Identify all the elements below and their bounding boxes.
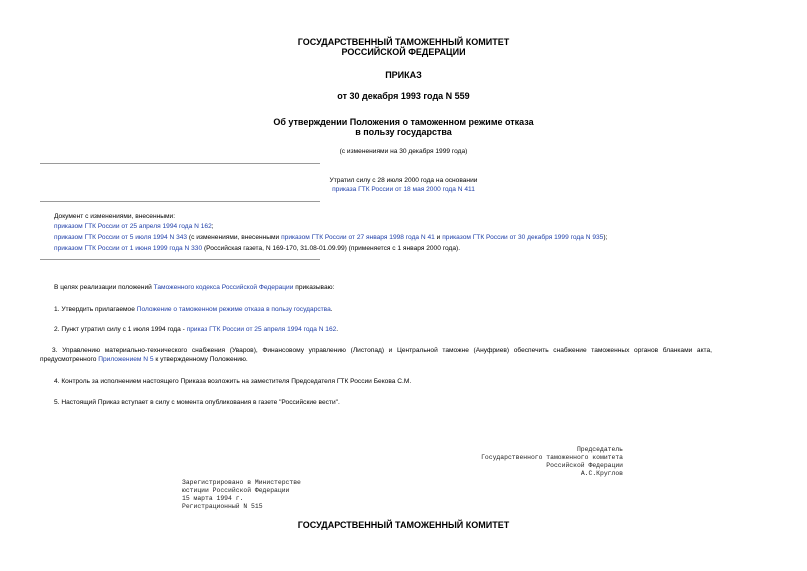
signature-block <box>481 446 623 478</box>
change-item-2-link2[interactable]: приказом ГТК России от 27 января 1998 года N 41 <box>281 234 435 241</box>
paragraph-3-text: 3. Управлению материально-технического снабжения (Уваров), Финансовому управлению (Листопад) и Центральной таможне (Ануфриев) обеспечить снабжение таможенных органов бланками акта, предусмотренного <box>40 347 712 363</box>
change-item-2-text2: и <box>434 234 443 241</box>
registration-block <box>182 479 301 511</box>
change-item-1-link[interactable]: приказом ГТК России от 25 апреля 1994 года N 162 <box>54 223 212 230</box>
paragraph-1-text: 1. Утвердить прилагаемое <box>54 306 137 313</box>
order-162-link[interactable]: приказ ГТК России от 25 апреля 1994 года N 162 <box>186 326 337 333</box>
body-intro <box>54 283 334 292</box>
signature-name: А.С.Круглов <box>580 470 623 477</box>
change-item-1-tail: ; <box>211 223 214 230</box>
divider <box>40 163 320 164</box>
divider <box>40 201 320 202</box>
paragraph-2 <box>54 325 338 334</box>
regulation-link[interactable]: Положение о таможенном режиме отказа в пользу государства <box>136 306 331 313</box>
paragraph-1 <box>54 305 333 314</box>
doc-title-line1: Об утверждении Положения о таможенном режиме отказа <box>273 117 534 127</box>
repeal-text: Утратил силу с 28 июля 2000 года на основании <box>329 177 478 184</box>
change-item-2-link[interactable]: приказом ГТК России от 5 июля 1994 N 343 <box>54 234 188 241</box>
change-item-1 <box>54 222 214 231</box>
change-item-3-link[interactable]: приказом ГТК России от 1 июня 1999 года N 330 <box>54 245 203 252</box>
doc-title-line2: в пользу государства <box>355 127 452 137</box>
registration-line3: 15 марта 1994 г. <box>182 495 244 502</box>
signature-org: Государственного таможенного комитета <box>481 454 623 461</box>
change-item-2-tail: ); <box>603 234 608 241</box>
change-item-3-tail: (Российская газета, N 169-170, 31.08-01.09.99) (применяется с 1 января 2000 года). <box>202 245 461 252</box>
body-intro-text: В целях реализации положений <box>54 284 154 291</box>
signature-title: Председатель <box>576 446 623 453</box>
doc-type: ПРИКАЗ <box>385 70 422 80</box>
footer-heading: ГОСУДАРСТВЕННЫЙ ТАМОЖЕННЫЙ КОМИТЕТ <box>297 520 510 530</box>
repeal-link[interactable]: приказа ГТК России от 18 мая 2000 года N 411 <box>332 186 475 193</box>
paragraph-3 <box>40 346 712 364</box>
changes-intro: Документ с изменениями, внесенными: <box>54 213 176 220</box>
body-intro-tail: приказываю: <box>293 284 335 291</box>
signature-country: Российской Федерации <box>546 462 623 469</box>
change-item-3 <box>54 244 460 253</box>
appendix-5-link[interactable]: Приложением N 5 <box>98 356 154 363</box>
registration-line1: Зарегистрировано в Министерстве <box>182 479 301 486</box>
change-item-2 <box>54 233 607 242</box>
paragraph-1-tail: . <box>330 306 333 313</box>
registration-line2: юстиции Российской Федерации <box>182 487 290 494</box>
divider <box>40 259 320 260</box>
paragraph-2-tail: . <box>336 326 339 333</box>
registration-number: Регистрационный N 515 <box>182 503 263 510</box>
org-name-line2: РОССИЙСКОЙ ФЕДЕРАЦИИ <box>341 47 466 57</box>
org-name-line1: ГОСУДАРСТВЕННЫЙ ТАМОЖЕННЫЙ КОМИТЕТ <box>297 37 510 47</box>
doc-date: от 30 декабря 1993 года N 559 <box>337 91 470 101</box>
paragraph-4: 4. Контроль за исполнением настоящего Приказа возложить на заместителя Председателя ГТК России Бекова С.М. <box>54 378 412 385</box>
paragraph-2-text: 2. Пункт утратил силу с 1 июля 1994 года - <box>54 326 187 333</box>
change-item-2-text: (с изменениями, внесенными <box>187 234 282 241</box>
customs-code-link[interactable]: Таможенного кодекса Российской Федерации <box>153 284 294 291</box>
change-item-2-link3[interactable]: приказом ГТК России от 30 декабря 1999 года N 935 <box>442 234 604 241</box>
paragraph-5: 5. Настоящий Приказ вступает в силу с момента опубликования в газете "Российские вести". <box>54 399 340 406</box>
paragraph-3-tail: к утвержденному Положению. <box>153 356 248 363</box>
revision-note: (с изменениями на 30 декабря 1999 года) <box>339 148 468 155</box>
